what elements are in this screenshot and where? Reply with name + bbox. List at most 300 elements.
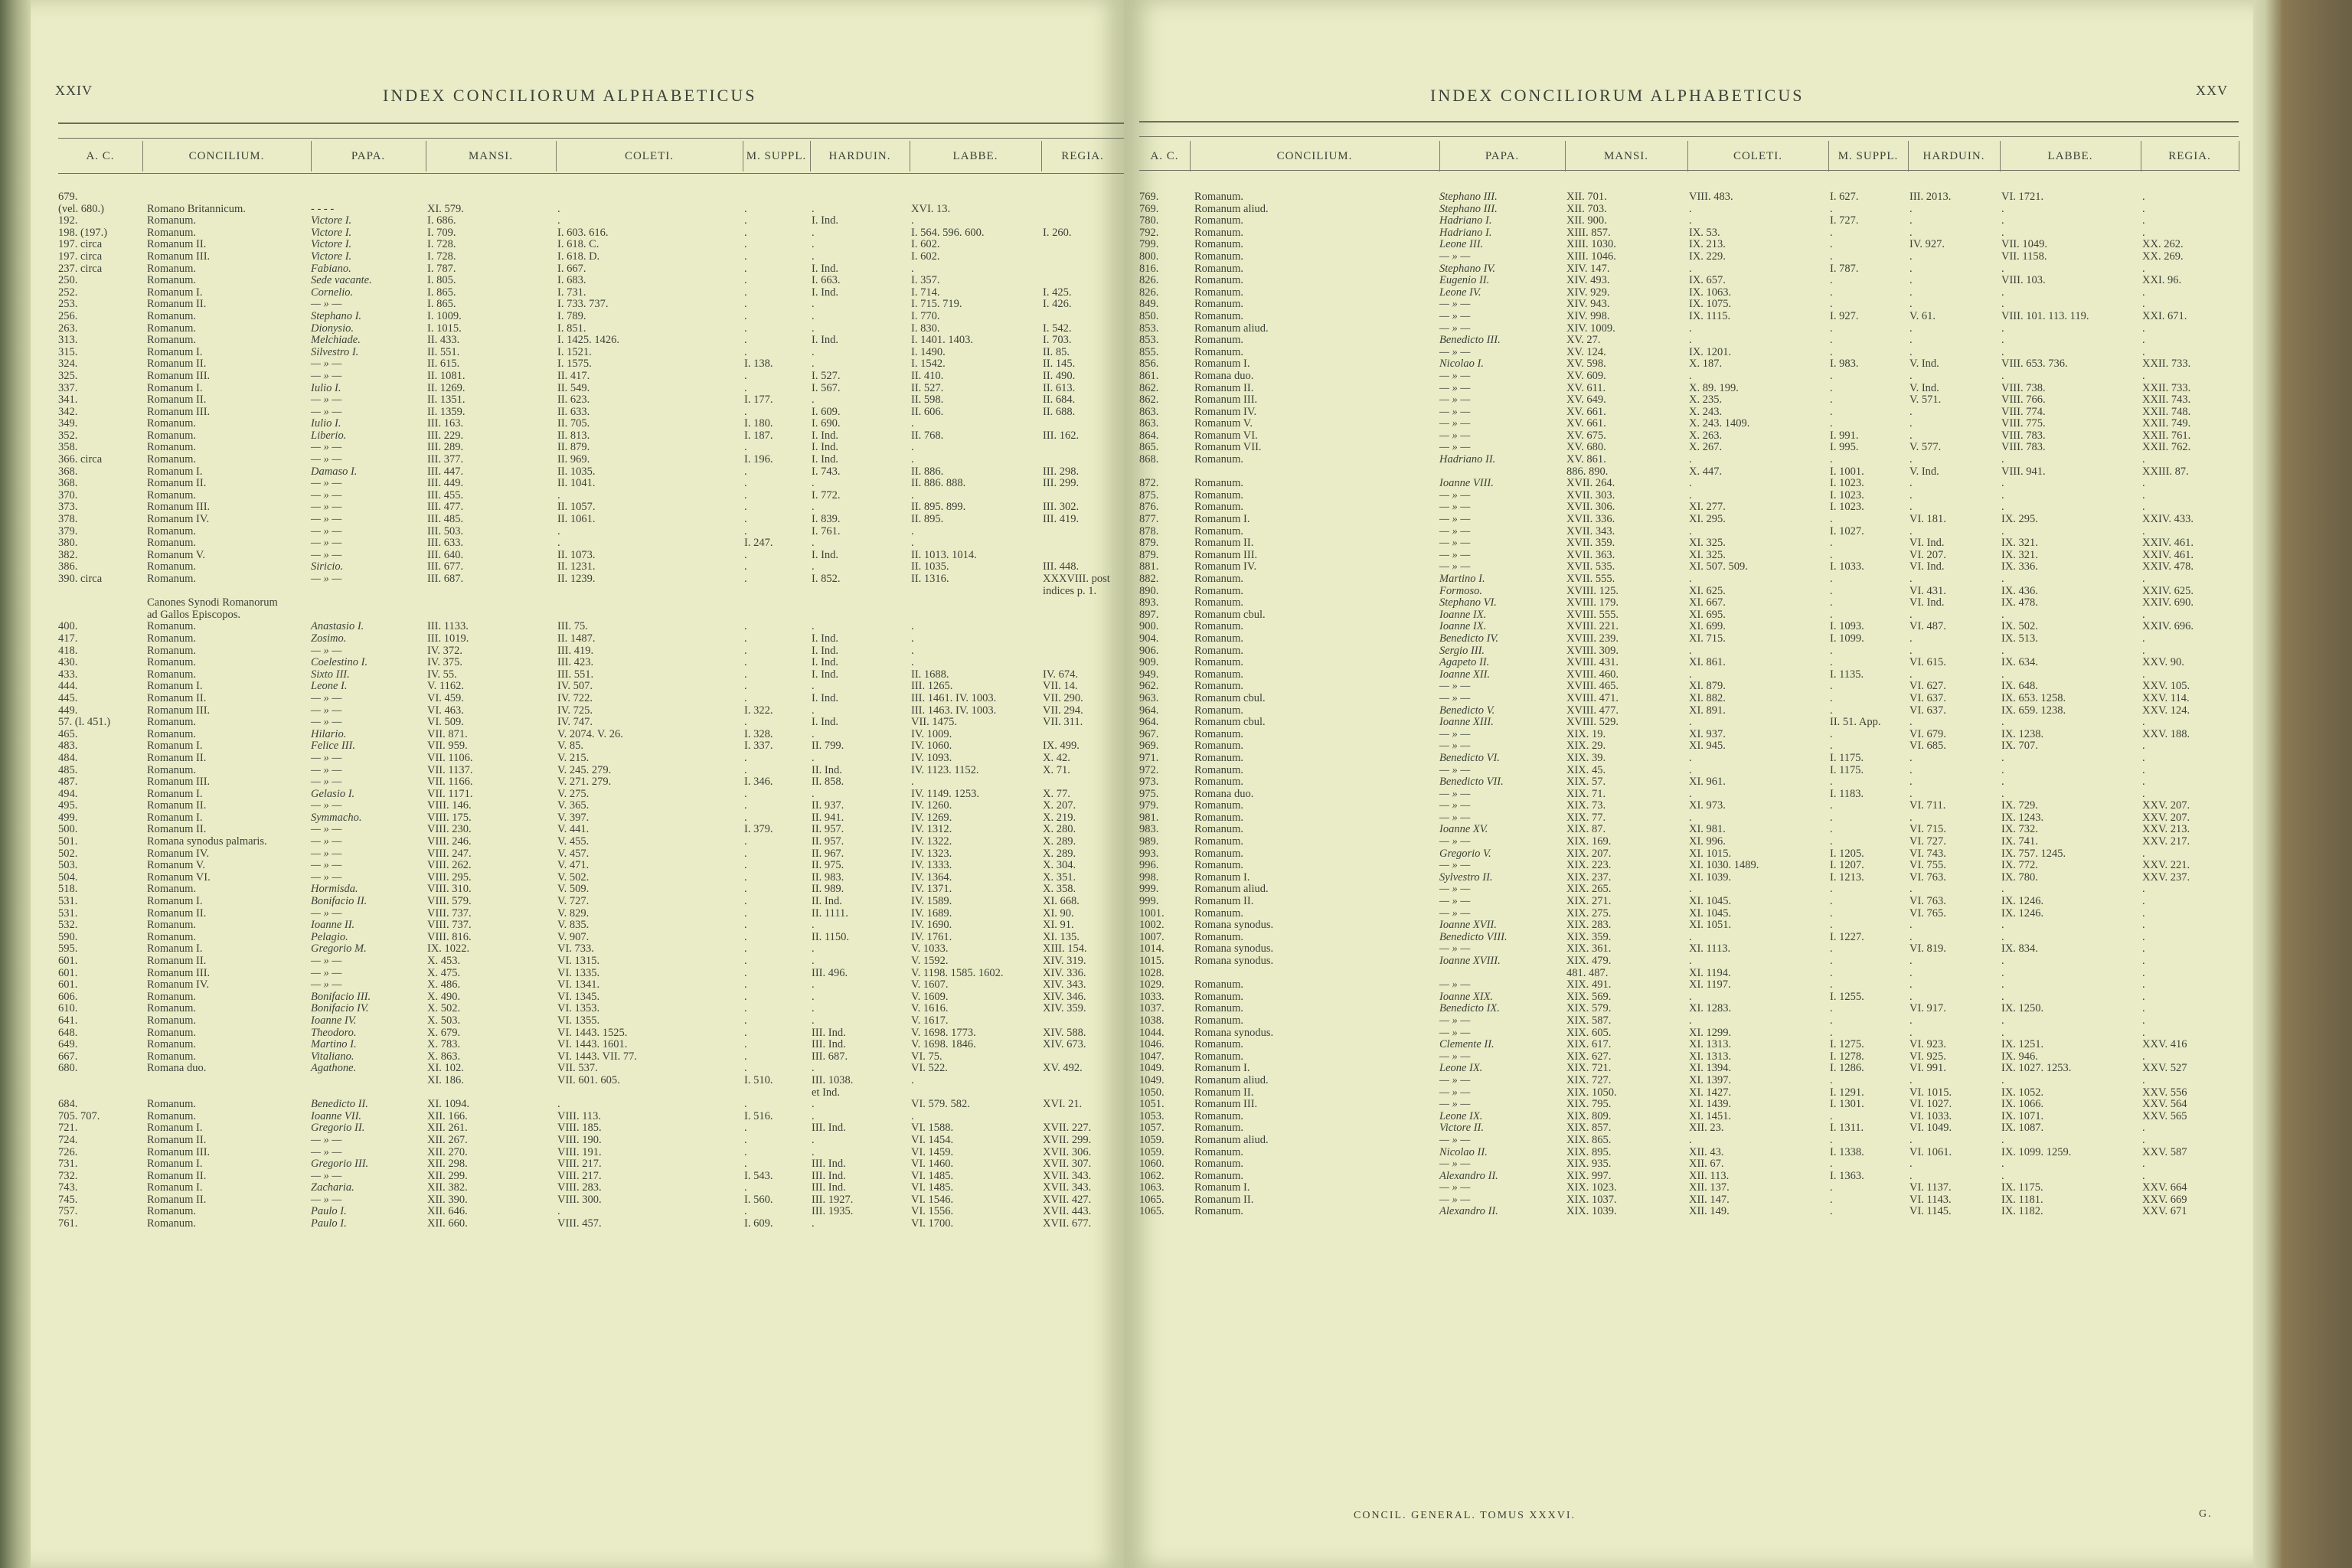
right-cell-col1: Romanum. [1194, 978, 1244, 991]
left-cell-col1: Romanum. [147, 727, 197, 740]
right-cell-col4: XI. 667. [1689, 596, 1726, 609]
right-cell-col2: Sergio III. [1439, 644, 1485, 657]
left-cell-col6: I. 663. [812, 274, 841, 287]
right-cell-col3: XIX. 857. [1566, 1122, 1612, 1135]
right-cell-col8: . [2142, 524, 2145, 537]
left-cell-col7: V. 1033. [911, 942, 949, 956]
left-cell-col5: . [744, 835, 747, 848]
left-cell-col4: II. 1057. [557, 501, 596, 514]
left-cell-col4: III. 419. [557, 644, 594, 657]
right-cell-col0: 769. [1139, 191, 1159, 203]
right-cell-col8: XXV. 207. [2142, 811, 2190, 824]
right-cell-col7: IX. 1246. [2001, 906, 2044, 920]
right-cell-col6: VI. 207. [1909, 548, 1946, 561]
right-cell-col6: . [1909, 930, 1913, 943]
left-cell-col6: . [812, 250, 815, 263]
right-cell-col4: VIII. 483. [1689, 191, 1733, 203]
right-cell-col8: . [2142, 334, 2145, 347]
left-cell-col7: . [911, 537, 914, 550]
left-cell-col8: XIV. 319. [1043, 955, 1086, 967]
right-cell-col2: — » — [1439, 309, 1471, 322]
left-cell-col5: . [744, 274, 747, 287]
right-cell-col7: IX. 336. [2001, 560, 2038, 573]
right-cell-col0: 879. [1139, 537, 1159, 550]
right-cell-col0: 769. [1139, 202, 1159, 215]
right-cell-col2: Agapeto II. [1439, 656, 1490, 669]
right-cell-col7: . [2001, 573, 2004, 585]
right-cell-col0: 1065. [1139, 1193, 1165, 1206]
right-cell-col5: I. 1278. [1830, 1050, 1864, 1063]
right-cell-col6: VI. 431. [1909, 584, 1946, 597]
left-cell-col6: . [812, 1133, 815, 1146]
left-cell-col3: II. 433. [427, 334, 460, 347]
right-cell-col3: XIX. 169. [1566, 835, 1612, 848]
left-cell-col4: V. 397. [557, 811, 590, 824]
right-cell-col1: Romana duo. [1194, 369, 1254, 382]
left-cell-col1: Romanum IV. [147, 513, 210, 526]
left-cell-col1: Romanum III. [147, 1145, 211, 1158]
right-cell-col8: XXV. 90. [2142, 656, 2184, 669]
right-cell-col5: . [1830, 1026, 1833, 1039]
right-cell-col0: 996. [1139, 859, 1159, 872]
right-cell-col3: XIV. 147. [1566, 262, 1610, 275]
left-cell-col5: . [744, 1014, 747, 1027]
left-cell-col2: Hormisda. [311, 883, 358, 896]
left-cell-col6: . [812, 1014, 815, 1027]
left-cell-col3: I. 787. [427, 262, 456, 275]
right-cell-col7: VIII. 103. [2001, 274, 2046, 287]
right-cell-col3: XIX. 283. [1566, 919, 1612, 932]
right-cell-col3: XVII. 303. [1566, 488, 1615, 501]
left-cell-col3: I. 728. [427, 250, 456, 263]
left-cell-col3: XI. 1094. [427, 1098, 470, 1111]
left-cell-col2: Agathone. [311, 1062, 357, 1075]
left-cell-col2: — » — [311, 823, 342, 836]
right-cell-col4: . [1689, 763, 1692, 776]
left-cell-col4: I. 731. [557, 286, 586, 299]
left-cell-col3: XI. 102. [427, 1062, 464, 1075]
right-cell-col1: Romanum II. [1194, 1086, 1254, 1099]
left-cell-col6: . [812, 942, 815, 956]
right-cell-col7: IX. 757. 1245. [2001, 847, 2066, 860]
right-cell-col3: XVII. 306. [1566, 501, 1615, 514]
right-cell-col0: 849. [1139, 298, 1159, 311]
right-cell-col5: . [1830, 1205, 1833, 1218]
left-cell-col5: . [744, 465, 747, 478]
left-cell-col5: . [744, 1145, 747, 1158]
right-cell-col7: . [2001, 298, 2004, 311]
right-cell-col3: 886. 890. [1566, 465, 1609, 478]
right-cell-col7: VIII. 774. [2001, 405, 2046, 418]
left-cell-col3: VIII. 146. [427, 799, 472, 812]
left-cell-col7: IV. 1364. [911, 871, 952, 884]
left-cell-col6: . [812, 1002, 815, 1015]
left-cell-col6: I. Ind. [812, 656, 839, 669]
right-cell-col7: . [2001, 787, 2004, 800]
left-cell-col5: . [744, 524, 747, 537]
right-cell-col2: — » — [1439, 906, 1471, 920]
left-cell-col1: Romanum II. [147, 394, 207, 407]
left-cell-col1: Romanum III. [147, 250, 211, 263]
left-cell-col3: III. 289. [427, 441, 464, 454]
left-cell-col6: III. 1935. [812, 1205, 854, 1218]
right-cell-col4: . [1689, 883, 1692, 896]
left-cell-col4: V. 275. [557, 787, 590, 800]
left-cell-col0: 313. [58, 334, 78, 347]
right-cell-col1: Romanum. [1194, 763, 1244, 776]
left-cell-col8: XI. 90. [1043, 906, 1074, 920]
right-cell-col0: 882. [1139, 573, 1159, 585]
left-cell-col3: XII. 267. [427, 1133, 468, 1146]
left-cell-col2: Pelagio. [311, 930, 348, 943]
left-cell-col6: I. 852. [812, 573, 841, 585]
right-cell-col7: VIII. 653. 736. [2001, 358, 2068, 371]
right-cell-col2: — » — [1439, 369, 1471, 382]
right-cell-col2: — » — [1439, 740, 1471, 753]
left-cell-col7: VI. 1460. [911, 1158, 954, 1171]
left-cell-col1: Romanum IV. [147, 847, 210, 860]
right-cell-col8: . [2142, 990, 2145, 1003]
left-cell-col7: II. 1035. [911, 560, 949, 573]
right-cell-col7: IX. 772. [2001, 859, 2038, 872]
right-cell-col4: XI. 1299. [1689, 1026, 1732, 1039]
right-cell-col1: Romanum. [1194, 488, 1244, 501]
left-cell-col0: 494. [58, 787, 78, 800]
left-cell-col4: V. 509. [557, 883, 590, 896]
left-cell-col2: — » — [311, 871, 342, 884]
right-cell-col7: . [2001, 763, 2004, 776]
left-cell-col4: I. 667. [557, 262, 586, 275]
right-cell-col3: XIX. 29. [1566, 740, 1606, 753]
right-cell-col4: XI. 1451. [1689, 1109, 1732, 1122]
right-cell-col1: Romanum. [1194, 1122, 1244, 1135]
right-cell-col7: . [2001, 608, 2004, 621]
left-cell-col2: — » — [311, 704, 342, 717]
left-cell-col8: X. 289. [1043, 847, 1076, 860]
right-cell-col2: — » — [1439, 859, 1471, 872]
right-cell-col2: Ioanne IX. [1439, 620, 1487, 633]
left-cell-col8: XIV. 346. [1043, 990, 1086, 1003]
right-cell-col2: — » — [1439, 763, 1471, 776]
left-cell-col0: 197. circa [58, 250, 103, 263]
left-cell-col3: VIII. 737. [427, 919, 472, 932]
right-cell-col1: Romanum. [1194, 573, 1244, 585]
right-cell-col5: I. 1175. [1830, 763, 1864, 776]
left-cell-col1: Romanum. [147, 417, 197, 430]
right-cell-col5: . [1830, 1181, 1833, 1194]
right-cell-col0: 826. [1139, 286, 1159, 299]
left-cell-col2: — » — [311, 405, 342, 418]
right-cell-col4: XI. 325. [1689, 537, 1726, 550]
left-cell-col5: . [744, 286, 747, 299]
right-cell-col3: XV. 680. [1566, 441, 1606, 454]
right-cell-col1: Romanum. [1194, 453, 1244, 466]
left-cell-col3: IV. 375. [427, 656, 463, 669]
right-cell-col0: 1001. [1139, 906, 1165, 920]
left-cell-col5: I. 322. [744, 704, 773, 717]
right-cell-col2: Formoso. [1439, 584, 1482, 597]
left-cell-col7: . [911, 1109, 914, 1122]
left-cell-col3: I. 1009. [427, 309, 462, 322]
right-cell-col4: X. 235. [1689, 394, 1723, 407]
left-cell-col4: V. 471. [557, 859, 590, 872]
right-cell-col5: . [1830, 286, 1833, 299]
right-cell-col0: 967. [1139, 727, 1159, 740]
left-cell-col1: Romanum VI. [147, 871, 211, 884]
right-cell-col1: Romanum. [1194, 262, 1244, 275]
right-cell-col0: 963. [1139, 691, 1159, 704]
left-cell-col5: . [744, 656, 747, 669]
left-cell-col2: — » — [311, 298, 342, 311]
left-cell-col3: II. 1351. [427, 394, 466, 407]
right-cell-col6: . [1909, 417, 1913, 430]
right-cell-col5: . [1830, 823, 1833, 836]
left-cell-col8: XVI. 21. [1043, 1098, 1083, 1111]
right-cell-col3: XIX. 721. [1566, 1062, 1612, 1075]
right-cell-col5: I. 1227. [1830, 930, 1864, 943]
left-cell-col6: . [812, 990, 815, 1003]
left-cell-col4: IV. 507. [557, 680, 593, 693]
right-cell-col8: . [2142, 776, 2145, 789]
left-cell-col6: II. Ind. [812, 895, 842, 908]
left-cell-col2: — » — [311, 1193, 342, 1206]
right-cell-col5: . [1830, 1109, 1833, 1122]
right-cell-col8: XXII. 733. [2142, 358, 2191, 371]
left-cell-col1: Romanum. [147, 919, 197, 932]
left-cell-col7: . [911, 453, 914, 466]
right-cell-col8: XX. 269. [2142, 250, 2184, 263]
right-cell-col4: . [1689, 990, 1692, 1003]
left-cell-col5: . [744, 441, 747, 454]
right-cell-col1: Romanum cbul. [1194, 716, 1266, 729]
right-cell-col4: XI. 945. [1689, 740, 1726, 753]
right-cell-col2: Eugenio II. [1439, 274, 1490, 287]
right-cell-col5: . [1830, 394, 1833, 407]
left-cell-col0: 352. [58, 429, 78, 442]
right-cell-col7: . [2001, 1026, 2004, 1039]
right-cell-col8: XXIV. 478. [2142, 560, 2194, 573]
left-cell-col1: Romanum. [147, 1038, 197, 1051]
right-cell-col5: . [1830, 274, 1833, 287]
left-cell-col3: X. 486. [427, 978, 461, 991]
right-cell-col5: . [1830, 883, 1833, 896]
left-cell-col4: V. 441. [557, 823, 590, 836]
left-cell-col1: Romanum I. [147, 1122, 203, 1135]
right-cell-col8: XXII. 749. [2142, 417, 2191, 430]
left-cell-col3: X. 863. [427, 1050, 461, 1063]
left-cell-col6: II. 941. [812, 811, 844, 824]
left-cell-col8: I. 426. [1043, 298, 1072, 311]
right-cell-col6: . [1909, 250, 1913, 263]
left-cell-col1: Romanum. [147, 668, 197, 681]
right-cell-col7: . [2001, 668, 2004, 681]
left-cell-col4: VI. 1341. [557, 978, 600, 991]
left-cell-col0: 502. [58, 847, 78, 860]
right-col-header-4: COLETI. [1687, 141, 1829, 172]
right-cell-col3: XVII. 363. [1566, 548, 1615, 561]
right-cell-col4: XI. 879. [1689, 680, 1726, 693]
left-cell-col7: VI. 1454. [911, 1133, 954, 1146]
right-col-header-5: M. SUPPL. [1828, 141, 1909, 172]
right-cell-col8: XXV. 527 [2142, 1062, 2187, 1075]
right-cell-col1: Romanum. [1194, 274, 1244, 287]
left-cell-col2: Gregorio III. [311, 1158, 369, 1171]
left-cell-col1: Romanum. [147, 1050, 197, 1063]
right-cell-col1: Romanum. [1194, 644, 1244, 657]
left-cell-col1: Romanum I. [147, 895, 203, 908]
left-cell-col5: . [744, 716, 747, 729]
right-cell-col2: — » — [1439, 345, 1471, 358]
right-cell-col5: . [1830, 1014, 1833, 1027]
right-cell-col5: . [1830, 202, 1833, 215]
right-cell-col3: XIX. 19. [1566, 727, 1606, 740]
left-cell-col2: — » — [311, 369, 342, 382]
left-cell-col5: . [744, 919, 747, 932]
left-cell-col5: . [744, 883, 747, 896]
right-cell-col6: V. Ind. [1909, 358, 1939, 371]
right-cell-col0: 878. [1139, 524, 1159, 537]
left-cell-col7: . [911, 632, 914, 645]
left-cell-col8: X. 358. [1043, 883, 1076, 896]
left-cell-col2: Zacharia. [311, 1181, 354, 1194]
right-cell-col4: XI. 996. [1689, 835, 1726, 848]
left-cell-col8: XV. 492. [1043, 1062, 1083, 1075]
left-cell-col8: XIV. 588. [1043, 1026, 1086, 1039]
right-cell-col8: . [2142, 763, 2145, 776]
left-cell-col2: Stephano I. [311, 309, 362, 322]
left-cell-col4: IV. 725. [557, 704, 593, 717]
right-cell-col8: XXII. 743. [2142, 394, 2191, 407]
left-cell-col7: . [911, 417, 914, 430]
left-cell-col4: II. 1035. [557, 465, 596, 478]
left-cell-col7: V. 1609. [911, 990, 949, 1003]
right-cell-col8: . [2142, 919, 2145, 932]
left-cell-col2: — » — [311, 501, 342, 514]
left-cell-col3: VII. 959. [427, 740, 468, 753]
left-cell-col6: I. Ind. [812, 429, 839, 442]
left-cell-col4: . [557, 1098, 560, 1111]
right-cell-col7: VIII. 766. [2001, 394, 2046, 407]
right-cell-col2: — » — [1439, 1014, 1471, 1027]
right-cell-col4: XI. 891. [1689, 704, 1726, 717]
right-cell-col6: VI. 727. [1909, 835, 1946, 848]
right-cell-col2: Nicolao I. [1439, 358, 1484, 371]
left-cell-col8: III. 162. [1043, 429, 1080, 442]
left-cell-col7: V. 1698. 1773. [911, 1026, 976, 1039]
right-cell-col1: Romanum. [1194, 835, 1244, 848]
right-cell-col2: Ioanne XII. [1439, 668, 1491, 681]
right-cell-col7: IX. 1238. [2001, 727, 2044, 740]
right-cell-col8: XXIV. 690. [2142, 596, 2194, 609]
right-cell-col6: VI. 1049. [1909, 1122, 1952, 1135]
left-cell-col6: . [812, 298, 815, 311]
right-cell-col0: 890. [1139, 584, 1159, 597]
right-cell-col6: . [1909, 776, 1913, 789]
left-top-rule [58, 122, 1124, 124]
left-cell-col3: III. 485. [427, 513, 464, 526]
right-cell-col2: Victore II. [1439, 1122, 1484, 1135]
left-cell-col8: VII. 294. [1043, 704, 1083, 717]
left-cell-col0: 483. [58, 740, 78, 753]
left-cell-col0: 380. [58, 537, 78, 550]
right-cell-col3: XIX. 1050. [1566, 1086, 1617, 1099]
right-cell-col0: 881. [1139, 560, 1159, 573]
left-cell-col1: Romanum II. [147, 358, 207, 371]
left-cell-col2: — » — [311, 691, 342, 704]
right-cell-col0: 1046. [1139, 1038, 1165, 1051]
right-cell-col6: . [1909, 501, 1913, 514]
left-cell-col4: VI. 1355. [557, 1014, 600, 1027]
right-cell-col3: XIV. 943. [1566, 298, 1610, 311]
right-cell-col6: VI. 763. [1909, 871, 1946, 884]
left-cell-col7: IV. 1333. [911, 859, 952, 872]
left-cell-col7: IV. 1060. [911, 740, 952, 753]
left-cell-col0: 648. [58, 1026, 78, 1039]
right-cell-col1: Romanum aliud. [1194, 1073, 1269, 1086]
right-cell-col2: — » — [1439, 1158, 1471, 1171]
right-cell-col7: . [2001, 334, 2004, 347]
right-cell-col2: Benedicto IV. [1439, 632, 1499, 645]
right-cell-col8: . [2142, 1073, 2145, 1086]
right-cell-col3: XIV. 998. [1566, 309, 1610, 322]
right-cell-col3: XIX. 1039. [1566, 1205, 1617, 1218]
left-cell-col2: Bonifacio II. [311, 895, 368, 908]
left-cell-col3: III. 455. [427, 488, 464, 501]
right-cell-col1: Romanum. [1194, 727, 1244, 740]
right-cell-col4: XI. 1030. 1489. [1689, 859, 1759, 872]
right-cell-col2: — » — [1439, 1181, 1471, 1194]
left-cell-col0: 518. [58, 883, 78, 896]
left-cell-col2: — » — [311, 978, 342, 991]
left-cell-col7: II. 895. [911, 513, 944, 526]
right-cell-col0: 1007. [1139, 930, 1165, 943]
right-cell-col4: . [1689, 488, 1692, 501]
left-cell-col8: XIV. 359. [1043, 1002, 1086, 1015]
right-cell-col4: XII. 23. [1689, 1122, 1724, 1135]
right-cell-col0: 1060. [1139, 1158, 1165, 1171]
left-cell-col0: 595. [58, 942, 78, 956]
right-cell-col3: XV. 611. [1566, 381, 1606, 394]
left-cell-col8: III. 298. [1043, 465, 1080, 478]
left-cell-col4: I. 789. [557, 309, 586, 322]
right-cell-col1: Romanum. [1194, 477, 1244, 490]
left-cell-col7: IV. 1269. [911, 811, 952, 824]
right-cell-col7: VIII. 101. 113. 119. [2001, 309, 2089, 322]
left-cell-col5: . [744, 787, 747, 800]
right-cell-col1: Romanum. [1194, 704, 1244, 717]
left-cell-col7: V. 1698. 1846. [911, 1038, 976, 1051]
right-cell-col0: 1049. [1139, 1062, 1165, 1075]
left-cell-col5: . [744, 369, 747, 382]
right-cell-col8: XXV. 416 [2142, 1038, 2187, 1051]
left-cell-col2: Gregorio II. [311, 1122, 365, 1135]
right-cell-col0: 863. [1139, 417, 1159, 430]
left-cell-col6: III. Ind. [812, 1038, 846, 1051]
right-cell-col2: — » — [1439, 1133, 1471, 1146]
left-cell-col7: . [911, 524, 914, 537]
right-cell-col0: 862. [1139, 394, 1159, 407]
left-cell-col7: IV. 1689. [911, 906, 952, 920]
left-cell-col0: 253. [58, 298, 78, 311]
right-cell-col1: Romanum. [1194, 1038, 1244, 1051]
left-cell-col4: V. 835. [557, 919, 590, 932]
left-cell-col4: VIII. 283. [557, 1181, 602, 1194]
left-cell-col4: I. 1575. [557, 358, 592, 371]
right-cell-col7: . [2001, 1158, 2004, 1171]
left-cell-col8: X. 304. [1043, 859, 1076, 872]
right-cell-col2: Leone IV. [1439, 286, 1481, 299]
right-cell-col6: VI. 819. [1909, 942, 1946, 956]
